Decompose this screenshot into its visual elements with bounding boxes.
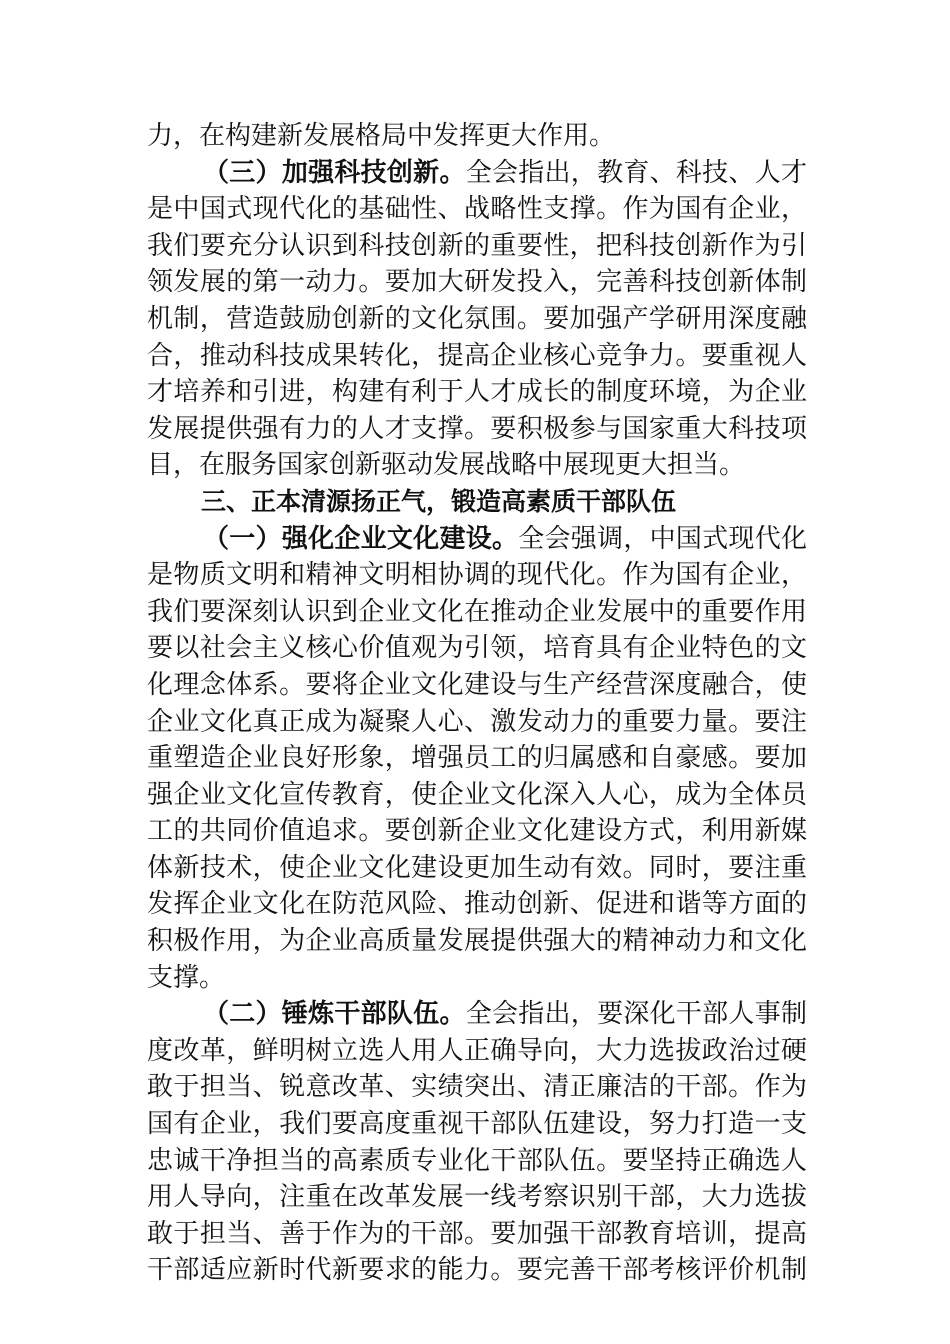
paragraph-technology-innovation [147, 155, 807, 484]
paragraph-line: 企业文化真正成为凝聚人心、激发动力的重要力量。要注 [147, 706, 807, 737]
paragraph-line: 体新技术，使企业文化建设更加生动有效。同时，要注重 [147, 852, 807, 883]
paragraph-text: 全会指出，教育、科技、人才 [465, 157, 807, 188]
paragraph-line: 强企业文化宣传教育，使企业文化深入人心，成为全体员 [147, 779, 807, 810]
paragraph-line: 发挥企业文化在防范风险、推动创新、促进和谐等方面的 [147, 889, 807, 920]
paragraph-line: 是物质文明和精神文明相协调的现代化。作为国有企业， [147, 560, 807, 591]
paragraph-line: 是中国式现代化的基础性、战略性支撑。作为国有企业， [147, 194, 807, 225]
section-heading: 三、正本清源扬正气，锻造高素质干部队伍 [201, 486, 677, 516]
document-page [147, 118, 807, 1289]
paragraph-line: 目，在服务国家创新驱动发展战略中展现更大担当。 [147, 450, 746, 481]
paragraph-corporate-culture [147, 521, 807, 997]
paragraph-first-line [147, 521, 807, 558]
paragraph-line: 国有企业，我们要高度重视干部队伍建设，努力打造一支 [147, 1109, 807, 1140]
paragraph-line: 才培养和引进，构建有利于人才成长的制度环境，为企业 [147, 377, 807, 408]
paragraph-line: 领发展的第一动力。要加大研发投入，完善科技创新体制 [147, 267, 807, 298]
paragraph-line: 力，在构建新发展格局中发挥更大作用。 [147, 121, 616, 151]
paragraph-line: 合，推动科技成果转化，提高企业核心竞争力。要重视人 [147, 340, 807, 371]
paragraph-line: 要以社会主义核心价值观为引领，培育具有企业特色的文 [147, 633, 807, 664]
paragraph-line: 积极作用，为企业高质量发展提供强大的精神动力和文化 [147, 926, 807, 957]
paragraph-line: 敢于担当、锐意改革、实绩突出、清正廉洁的干部。作为 [147, 1072, 807, 1103]
paragraph-line: 工的共同价值追求。要创新企业文化建设方式，利用新媒 [147, 816, 807, 847]
paragraph-first-line [147, 996, 807, 1033]
paragraph-line: 发展提供强有力的人才支撑。要积极参与国家重大科技项 [147, 413, 807, 444]
paragraph-line: 忠诚干净担当的高素质专业化干部队伍。要坚持正确选人 [147, 1145, 807, 1176]
paragraph-line: 机制，营造鼓励创新的文化氛围。要加强产学研用深度融 [147, 303, 807, 334]
paragraph-text: 全会指出，要深化干部人事制 [465, 999, 807, 1030]
paragraph-line: 度改革，鲜明树立选人用人正确导向，大力选拔政治过硬 [147, 1035, 807, 1066]
subsection-lead: （一）强化企业文化建设。 [203, 523, 519, 554]
paragraph-line: 我们要深刻认识到企业文化在推动企业发展中的重要作用 [147, 596, 807, 627]
paragraph-line: 干部适应新时代新要求的能力。要完善干部考核评价机制 [147, 1255, 807, 1286]
paragraph-line: 用人导向，注重在改革发展一线考察识别干部，大力选拔 [147, 1182, 807, 1213]
subsection-lead: （三）加强科技创新。 [203, 157, 466, 188]
subsection-lead: （二）锤炼干部队伍。 [203, 999, 466, 1030]
paragraph-first-line [147, 155, 807, 192]
paragraph-line: 重塑造企业良好形象，增强员工的归属感和自豪感。要加 [147, 743, 807, 774]
paragraph-line: 支撑。 [147, 962, 226, 993]
paragraph-cadre-team [147, 996, 807, 1289]
paragraph-text: 全会强调，中国式现代化 [518, 523, 807, 554]
paragraph-line: 化理念体系。要将企业文化建设与生产经营深度融合，使 [147, 669, 807, 700]
paragraph-line: 我们要充分认识到科技创新的重要性，把科技创新作为引 [147, 230, 807, 261]
paragraph-line: 敢于担当、善于作为的干部。要加强干部教育培训，提高 [147, 1218, 807, 1249]
